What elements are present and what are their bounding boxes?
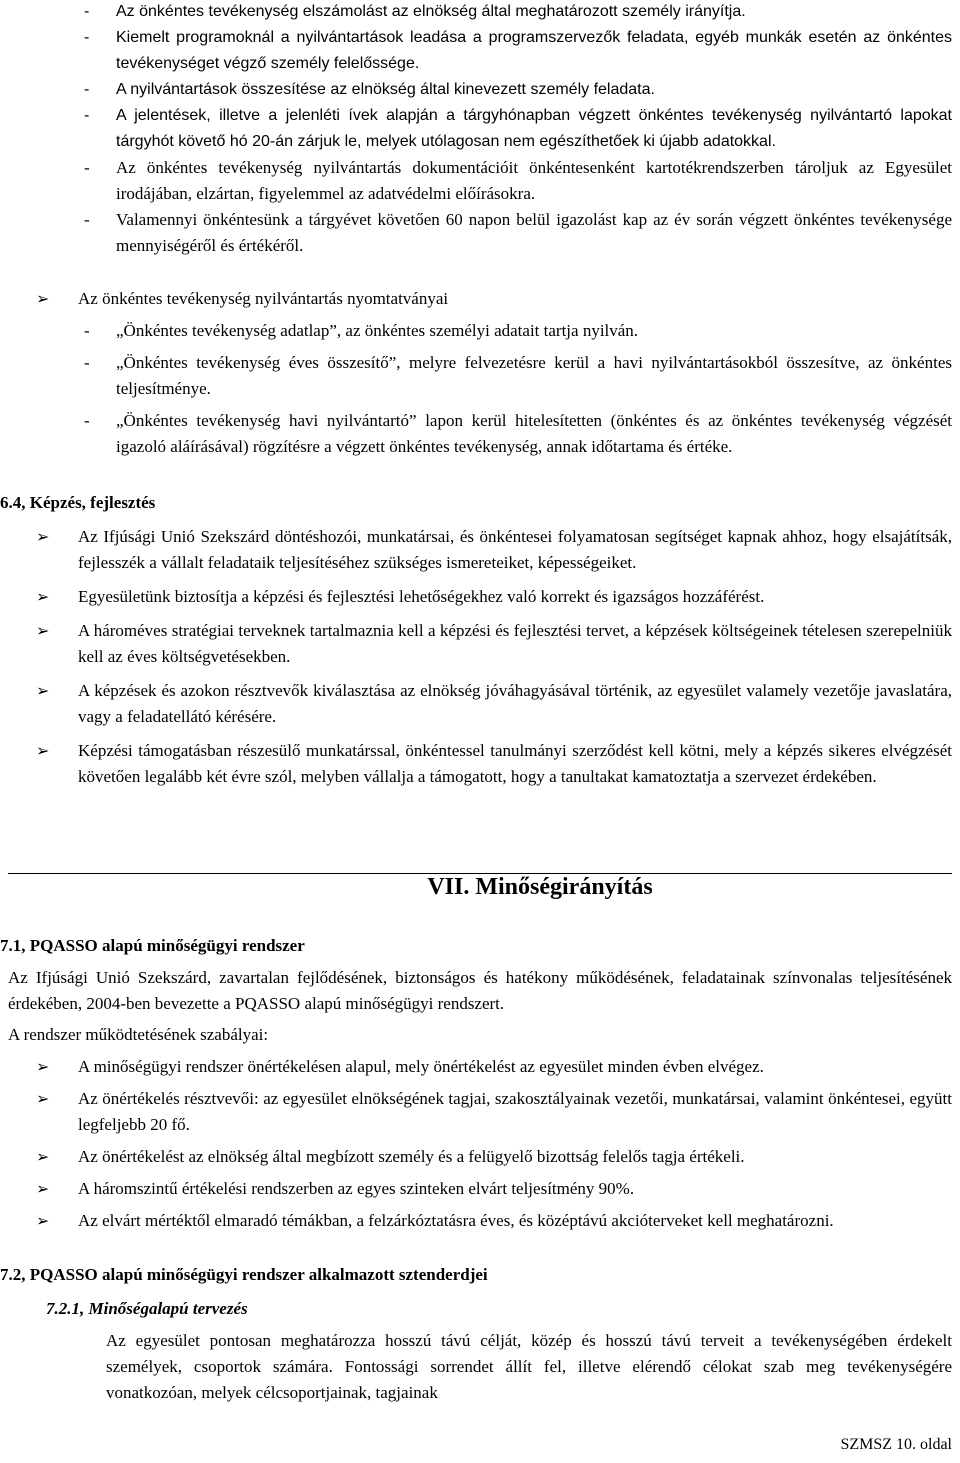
dash-bullet: -: [84, 353, 90, 372]
dash-bullet: -: [84, 158, 90, 177]
dash-bullet: -: [84, 210, 90, 229]
dash-bullet: -: [84, 411, 90, 430]
dash-bullet: -: [84, 29, 90, 46]
list-item: ➢ A képzések és azokon résztvevők kiválasztása az elnökség jóváhagyásával történik, az egyesület valamely vezetője javaslatára, vagy a feladatellátó kérésére.: [36, 678, 952, 730]
list-item: - „Önkéntes tevékenység adatlap”, az önkéntes személyi adatait tartja nyilván.: [84, 318, 952, 344]
arrow-bullet-icon: ➢: [36, 621, 50, 640]
arrow-bullet-icon: ➢: [36, 1147, 50, 1166]
arrow-bullet-icon: ➢: [36, 741, 50, 760]
list-item: ➢ Az elvárt mértéktől elmaradó témákban, a felzárkóztatásra éves, és középtávú akcióterveket kell meghatározni.: [36, 1208, 952, 1234]
section-6-4: [0, 490, 960, 790]
arrow-bullet-icon: ➢: [36, 681, 50, 700]
arrow-bullet-icon: ➢: [36, 1057, 50, 1076]
list-item: - Valamennyi önkéntesünk a tárgyévet követően 60 napon belül igazolást kap az év során végzett önkéntes tevékenysége mennyiségéről és értékéről.: [84, 207, 952, 259]
list-item: ➢ Képzési támogatásban részesülő munkatárssal, önkéntessel tanulmányi szerződést kell kötni, mely a képzés sikeres elvégzését követően legalább két évre szól, melyben vállalja a támogatott, hogy a tanultakat kamatoztatja a szervezet érdekében.: [36, 738, 952, 790]
list-item: ➢ Egyesületünk biztosítja a képzési és fejlesztési lehetőségekhez való korrekt és igazságos hozzáférést.: [36, 584, 952, 610]
list-item: ➢ A minőségügyi rendszer önértékelésen alapul, mely önértékelést az egyesület minden évben elvégez.: [36, 1054, 952, 1080]
forms-heading: ➢ Az önkéntes tevékenység nyilvántartás nyomtatványai: [36, 286, 952, 312]
paragraph: Az Ifjúsági Unió Szekszárd, zavartalan fejlődésének, biztonságos és hatékony működésének, feladatainak színvonalas teljesítésének érdekében, 2004-ben bevezette a PQASSO alapú minőségügyi rendszert.: [8, 968, 952, 1013]
section-heading: 7.2, PQASSO alapú minőségügyi rendszer alkalmazott sztenderdjei: [0, 1265, 488, 1284]
arrow-bullet-icon: ➢: [36, 289, 50, 308]
arrow-bullet-icon: ➢: [36, 1089, 50, 1108]
section-heading: 6.4, Képzés, fejlesztés: [0, 493, 156, 512]
subsection-heading: 7.2.1, Minőségalapú tervezés: [46, 1299, 248, 1318]
paragraph: Az egyesület pontosan meghatározza hosszú távú célját, közép és hosszú távú terveit a tevékenységében érdekelt személyek, csoportok számára. Fontossági sorrendet állít fel, illetve elérendő célokat szab meg tevékenységére vonatkozóan, melyek célcsoportjainak, tagjainak: [106, 1331, 952, 1402]
section-heading: 7.1, PQASSO alapú minőségügyi rendszer: [0, 936, 305, 955]
list-item: ➢ A háromszintű értékelési rendszerben az egyes szinteken elvárt teljesítmény 90%.: [36, 1176, 952, 1202]
volunteer-records-list: [0, 0, 960, 259]
list-item: - A nyilvántartások összesítése az elnökség által kinevezett személy feladata.: [84, 77, 952, 103]
section-7-2: [0, 1262, 960, 1406]
list-item: ➢ Az önértékelés résztvevői: az egyesület elnökségének tagjai, szakosztályainak vezetői, munkatársai, valamint önkéntesei, együtt legfeljebb 20 fő.: [36, 1086, 952, 1138]
list-item: - Kiemelt programoknál a nyilvántartások leadása a programszervezők feladata, egyéb munkák esetén az önkéntes tevékenységet végző személy felelőssége.: [84, 25, 952, 77]
page-footer: SZMSZ 10. oldal: [840, 1436, 952, 1453]
list-item: ➢ Az önértékelést az elnökség által megbízott személy és a felügyelő bizottság felelős tagja értékeli.: [36, 1144, 952, 1170]
list-item: - „Önkéntes tevékenység havi nyilvántartó” lapon kerül hitelesítetten (önkéntes és az önkéntes tevékenység végzését igazoló aláírásával) rögzítésre a végzett önkéntes tevékenység, annak időtartama és értéke.: [84, 408, 952, 460]
arrow-bullet-icon: ➢: [36, 1179, 50, 1198]
list-item: - Az önkéntes tevékenység nyilvántartás dokumentációit önkéntesenként kartotékrendszerben tároljuk az Egyesület irodájában, elzártan, figyelemmel az adatvédelmi előírásokra.: [84, 155, 952, 207]
section-7-1: [0, 933, 960, 1234]
list-item: - „Önkéntes tevékenység éves összesítő”, melyre felvezetésre kerül a havi nyilvántartásokból összesítve, az önkéntes teljesítménye.: [84, 350, 952, 402]
arrow-bullet-icon: ➢: [36, 587, 50, 606]
forms-section: [0, 286, 960, 460]
dash-bullet: -: [84, 3, 90, 20]
list-item: - Az önkéntes tevékenység elszámolást az elnökség által meghatározott személy irányítja.: [84, 0, 952, 25]
list-item: ➢ A hároméves stratégiai terveknek tartalmaznia kell a képzési és fejlesztési tervet, a képzések költségeinek tételesen szerepelniük kell az éves költségvetésekben.: [36, 618, 952, 670]
rules-heading: A rendszer működtetésének szabályai:: [8, 1025, 269, 1044]
list-item: ➢ Az Ifjúsági Unió Szekszárd döntéshozói, munkatársai, és önkéntesei folyamatosan segítséget kapnak ahhoz, hogy elsajátítsák, fejlesszék a vállalt feladataik teljesítéséhez szükséges ismereteiket, képességeiket.: [36, 524, 952, 576]
list-item: - A jelentések, illetve a jelenléti ívek alapján a tárgyhónapban végzett önkéntes tevékenység nyilvántartó lapokat tárgyhót követő hó 20-án zárjuk le, melyek utólagosan nem egészíthetőek ki újabb adatokkal.: [84, 103, 952, 155]
dash-bullet: -: [84, 107, 90, 124]
arrow-bullet-icon: ➢: [36, 527, 50, 546]
dash-bullet: -: [84, 321, 90, 340]
arrow-bullet-icon: ➢: [36, 1211, 50, 1230]
dash-bullet: -: [84, 81, 90, 98]
chapter-title: VII. Minőségirányítás: [427, 874, 653, 900]
chapter-header: [0, 874, 960, 900]
